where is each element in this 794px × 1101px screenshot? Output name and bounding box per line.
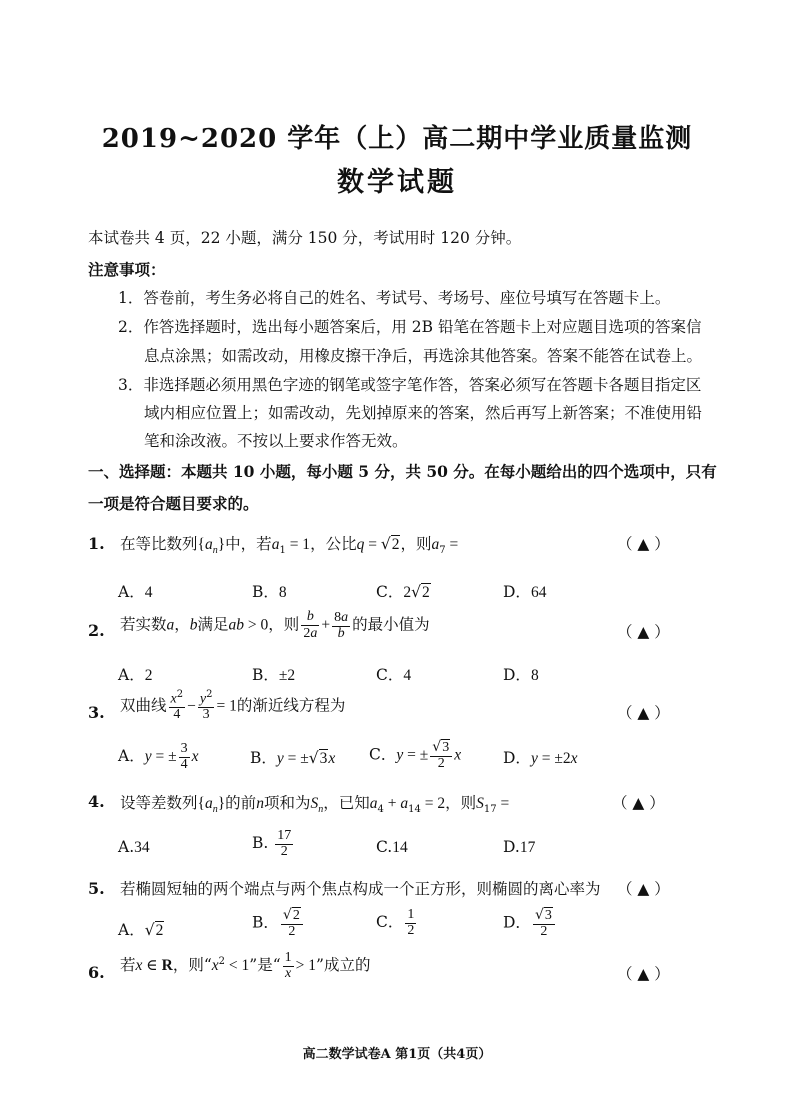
q1-number: 1. <box>88 534 105 553</box>
notice-3-cont: 域内相应位置上；如需改动，先划掉原来的答案，然后再写上新答案；不准使用铅 <box>144 404 703 422</box>
q6-number: 6. <box>88 963 105 982</box>
q5-option-d: D． $\frac{√3}{2}$ <box>503 908 557 939</box>
q2-option-a: A．2 <box>118 666 153 684</box>
q3-number: 3. <box>88 703 105 722</box>
q2-answer-mark: （ ▲ ） <box>617 623 670 641</box>
q5-option-b: B． $\frac{√2}{2}$ <box>252 908 305 939</box>
exam-title: 2019~2020 学年（上）高二期中学业质量监测 <box>101 124 693 154</box>
q5-number: 5. <box>88 879 105 898</box>
q5-option-a: A．√2 <box>118 921 164 939</box>
q4-number: 4. <box>88 792 105 811</box>
q6-answer-mark: （ ▲ ） <box>617 965 670 983</box>
notice-3-cont2: 笔和涂改液。不按以上要求作答无效。 <box>144 432 408 450</box>
q4-answer-mark: （ ▲ ） <box>612 794 665 812</box>
q4-option-a: A.34 <box>118 838 150 856</box>
q2-option-b: B．±2 <box>252 666 296 684</box>
q4-option-c: C.14 <box>376 838 408 856</box>
page-footer: 高二数学试卷A 第1页（共4页） <box>302 1047 492 1062</box>
exam-intro: 本试卷共 4 页，22 小题，满分 150 分，考试用时 120 分钟。 <box>88 229 522 247</box>
q2-option-c: C．4 <box>376 666 412 684</box>
q4-stem: 设等差数列$\{a_n\}$的前n项和为$S_n$，已知$a_4 + a_{14} = 2$，则$S_{17}$ = <box>120 794 510 816</box>
notice-1: 1．答卷前，考生务必将自己的姓名、考试号、考场号、座位号填写在答题卡上。 <box>118 289 671 307</box>
q3-answer-mark: （ ▲ ） <box>617 704 670 722</box>
notice-3: 3．非选择题必须用黑色字迹的钢笔或签字笔作答，答案必须写在答题卡各题目指定区 <box>118 376 702 394</box>
q5-stem: 若椭圆短轴的两个端点与两个焦点构成一个正方形，则椭圆的离心率为 <box>120 880 601 898</box>
notice-2-cont: 息点涂黑；如需改动，用橡皮擦干净后，再选涂其他答案。答案不能答在试卷上。 <box>144 347 703 365</box>
section-heading: 一、选择题：本题共 10 小题，每小题 5 分，共 50 分。在每小题给出的四个选项中，只有 <box>88 462 717 481</box>
q6-stem: 若x ∈ R，则“$x^2 < 1$”是“ $\frac{1}{x}$ > 1”成立的 <box>120 950 371 981</box>
q2-number: 2. <box>88 621 105 640</box>
q4-option-d: D.17 <box>503 838 536 856</box>
section-heading-cont: 一项是符合题目要求的。 <box>88 494 259 513</box>
notice-heading: 注意事项： <box>88 260 166 279</box>
q1-option-d: D．64 <box>503 583 547 601</box>
q1-answer-mark: （ ▲ ） <box>617 535 670 553</box>
q3-option-b: B．y = ±√3x <box>250 749 336 767</box>
q5-option-c: C． $\frac{1}{2}$ <box>376 907 415 938</box>
q1-option-b: B．8 <box>252 583 287 601</box>
exam-subtitle: 数学试题 <box>337 167 457 198</box>
notice-2: 2．作答选择题时，选出每小题答案后，用 2B 铅笔在答题卡上对应题目选项的答案信 <box>118 318 702 336</box>
q2-stem: 若实数a，b满足ab > 0，则 $\frac{b}{2a}$ + $\frac{8a}{b}$ 的最小值为 <box>120 609 430 641</box>
q5-answer-mark: （ ▲ ） <box>617 880 670 898</box>
q2-option-d: D．8 <box>503 666 539 684</box>
q3-option-a: A．y = ± $\frac{3}{4}$ x <box>118 741 199 772</box>
q3-option-c: C．y = ± $\frac{√3}{2}$ x <box>369 739 462 771</box>
q3-stem: 双曲线 $\frac{x^2}{4}$ − $\frac{y^2}{3}$ = 1的渐近线方程为 <box>120 689 346 723</box>
q1-stem: 在等比数列$\{a_n\}$中，若$a_1 = 1$，公比q = √2，则$a_7$ = <box>120 535 459 557</box>
q1-option-a: A．4 <box>118 583 153 601</box>
q4-option-b: B. $\frac{17}{2}$ <box>252 828 292 859</box>
q1-option-c: C．2√2 <box>376 583 430 601</box>
q3-option-d: D．y = ±2x <box>503 749 578 767</box>
